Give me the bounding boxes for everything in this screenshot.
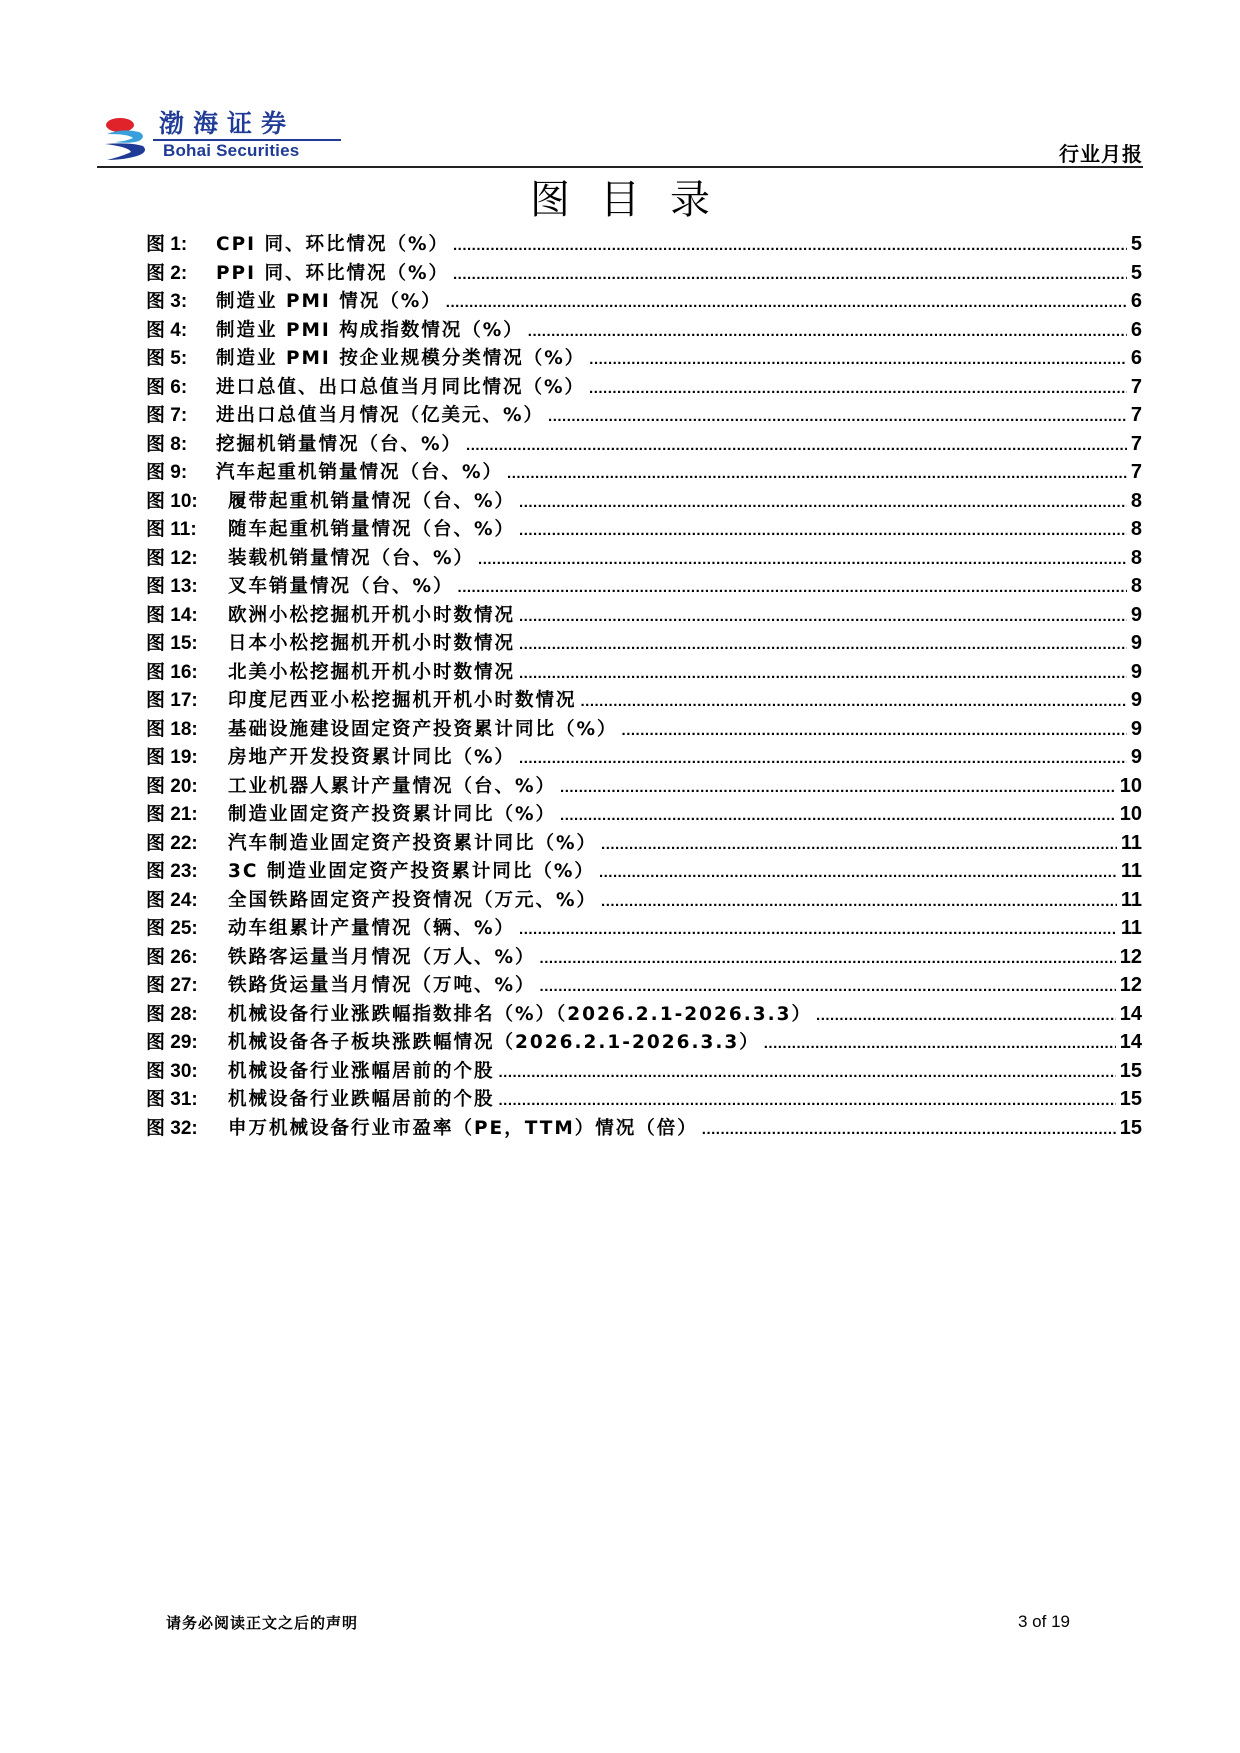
toc-entry-page[interactable]: 8 <box>1130 546 1142 569</box>
toc-dot-leader <box>519 603 1127 632</box>
toc-entry[interactable] <box>146 658 1142 687</box>
toc-entry-label: 图 24: <box>146 889 198 911</box>
toc-entry-label: 图 13: <box>146 576 198 597</box>
toc-dot-leader <box>499 1087 1116 1116</box>
toc-entry-title[interactable]: 铁路客运量当月情况（万人、%） <box>228 946 536 968</box>
toc-dot-leader <box>519 745 1127 774</box>
toc-entry-title[interactable]: 机械设备各子板块涨跌幅情况（2026.2.1-2026.3.3） <box>228 1032 760 1053</box>
toc-entry-title[interactable]: 全国铁路固定资产投资情况（万元、%） <box>228 889 598 911</box>
toc-entry[interactable] <box>146 601 1142 630</box>
toc-entry[interactable] <box>146 230 1142 259</box>
toc-entry-label: 图 22: <box>146 832 198 854</box>
toc-entry-page[interactable]: 8 <box>1130 518 1142 540</box>
toc-entry-title[interactable]: 日本小松挖掘机开机小时数情况 <box>228 633 516 654</box>
toc-entry[interactable] <box>146 914 1142 943</box>
toc-entry[interactable] <box>146 1057 1142 1086</box>
toc-entry-label: 图 32: <box>146 1117 198 1139</box>
toc-entry-title[interactable]: 印度尼西亚小松挖掘机开机小时数情况 <box>228 690 577 711</box>
toc-entry-page[interactable]: 7 <box>1130 461 1142 483</box>
toc-entry-label: 图 28: <box>146 1003 198 1025</box>
toc-dot-leader <box>540 973 1116 1002</box>
toc-dot-leader <box>599 859 1117 888</box>
toc-dot-leader <box>702 1116 1116 1145</box>
toc-entry-title[interactable]: 申万机械设备行业市盈率（PE，TTM）情况（倍） <box>228 1117 698 1139</box>
toc-dot-leader <box>548 403 1127 432</box>
toc-dot-leader <box>519 631 1127 660</box>
toc-entry[interactable] <box>146 971 1142 1000</box>
toc-entry-page[interactable]: 7 <box>1130 432 1142 455</box>
toc-entry-title[interactable]: 装载机销量情况（台、%） <box>228 547 475 569</box>
toc-entry-title[interactable]: 3C 制造业固定资产投资累计同比（%） <box>228 861 595 882</box>
toc-dot-leader <box>560 802 1116 831</box>
toc-entry-label: 图 31: <box>146 1089 198 1110</box>
toc-dot-leader <box>764 1030 1116 1059</box>
toc-entry-label: 图 20: <box>146 775 198 797</box>
toc-dot-leader <box>453 261 1127 290</box>
toc-entry-page[interactable]: 15 <box>1119 1116 1142 1139</box>
toc-dot-leader <box>507 460 1127 489</box>
toc-entry[interactable] <box>146 886 1142 915</box>
page-footer <box>166 1612 1082 1638</box>
toc-entry-title[interactable]: 工业机器人累计产量情况（台、%） <box>228 775 557 797</box>
toc-entry-title[interactable]: 叉车销量情况（台、%） <box>228 576 454 597</box>
toc-dot-leader <box>458 574 1127 603</box>
bohai-securities-logo <box>97 108 337 164</box>
toc-entry-page[interactable]: 9 <box>1130 746 1142 768</box>
toc-entry-title[interactable]: 动车组累计产量情况（辆、%） <box>228 918 516 939</box>
toc-entry[interactable] <box>146 401 1142 430</box>
toc-entry[interactable] <box>146 259 1142 288</box>
toc-dot-leader <box>499 1059 1116 1088</box>
toc-entry-page[interactable]: 11 <box>1120 917 1142 939</box>
toc-entry-title[interactable]: 制造业 PMI 构成指数情况（%） <box>216 319 524 341</box>
toc-entry-label: 图 6: <box>146 376 188 398</box>
toc-dot-leader <box>560 774 1116 803</box>
toc-entry-label: 图 16: <box>146 661 198 683</box>
toc-entry-label: 图 26: <box>146 946 198 968</box>
toc-entry-label: 图 25: <box>146 918 198 939</box>
toc-entry-page[interactable]: 6 <box>1130 318 1142 341</box>
toc-entry-title[interactable]: 北美小松挖掘机开机小时数情况 <box>228 661 516 683</box>
toc-entry-title[interactable]: 制造业固定资产投资累计同比（%） <box>228 804 557 825</box>
toc-entry-label: 图 21: <box>146 804 198 825</box>
toc-dot-leader <box>519 916 1117 945</box>
toc-entry-label: 图 2: <box>146 262 188 284</box>
toc-entry[interactable] <box>146 544 1142 573</box>
toc-dot-leader <box>478 546 1127 575</box>
header-divider <box>97 166 1143 168</box>
toc-entry-title[interactable]: 欧洲小松挖掘机开机小时数情况 <box>228 604 516 626</box>
toc-entry-page[interactable]: 10 <box>1119 803 1142 825</box>
page-number: 3 of 19 <box>1018 1612 1070 1631</box>
toc-entry-title[interactable]: 制造业 PMI 按企业规模分类情况（%） <box>216 348 586 369</box>
toc-entry[interactable] <box>146 829 1142 858</box>
toc-entry-label: 图 27: <box>146 975 198 996</box>
toc-entry[interactable] <box>146 458 1142 487</box>
logo-chinese-name: 渤海证券 <box>159 109 296 138</box>
toc-entry-page[interactable]: 8 <box>1130 575 1142 597</box>
toc-entry-label: 图 30: <box>146 1060 198 1082</box>
toc-entry[interactable] <box>146 857 1142 886</box>
toc-entry-title[interactable]: 机械设备行业涨跌幅指数排名（%）（2026.2.1-2026.3.3） <box>228 1003 813 1025</box>
toc-entry[interactable] <box>146 487 1142 516</box>
toc-dot-leader <box>519 489 1127 518</box>
toc-entry-page[interactable]: 8 <box>1130 489 1142 512</box>
toc-entry-page[interactable]: 11 <box>1120 888 1142 911</box>
toc-entry-title[interactable]: 进口总值、出口总值当月同比情况（%） <box>216 376 586 398</box>
toc-entry-title[interactable]: CPI 同、环比情况（%） <box>216 234 449 255</box>
toc-dot-leader <box>540 945 1116 974</box>
toc-entry-page[interactable]: 7 <box>1130 375 1142 398</box>
toc-entry[interactable] <box>146 316 1142 345</box>
figure-table-of-contents <box>146 230 1142 1142</box>
toc-entry-title[interactable]: 随车起重机销量情况（台、%） <box>228 519 516 540</box>
toc-dot-leader <box>816 1002 1116 1031</box>
toc-entry-page[interactable]: 10 <box>1119 774 1142 797</box>
toc-dot-leader <box>589 375 1127 404</box>
toc-dot-leader <box>589 346 1127 375</box>
logo-english-name: Bohai Securities <box>163 141 300 160</box>
toc-entry-page[interactable]: 15 <box>1119 1059 1142 1082</box>
toc-entry[interactable] <box>146 572 1142 601</box>
toc-entry-label: 图 5: <box>146 348 188 369</box>
toc-entry-label: 图 18: <box>146 718 198 740</box>
toc-dot-leader <box>519 660 1127 689</box>
toc-entry-label: 图 11: <box>146 519 197 540</box>
toc-entry-label: 图 3: <box>146 291 188 312</box>
toc-entry-label: 图 19: <box>146 747 198 768</box>
toc-entry-page[interactable]: 9 <box>1130 603 1142 626</box>
toc-entry-label: 图 15: <box>146 633 198 654</box>
toc-entry[interactable] <box>146 1085 1142 1114</box>
toc-entry[interactable] <box>146 772 1142 801</box>
toc-entry[interactable] <box>146 1028 1142 1057</box>
toc-entry-page[interactable]: 6 <box>1130 290 1142 312</box>
toc-dot-leader <box>519 517 1127 546</box>
toc-entry-label: 图 4: <box>146 319 188 341</box>
toc-entry-page[interactable]: 12 <box>1119 974 1142 996</box>
toc-entry-title[interactable]: 基础设施建设固定资产投资累计同比（%） <box>228 718 618 740</box>
toc-entry-title[interactable]: 汽车起重机销量情况（台、%） <box>216 462 504 483</box>
toc-entry[interactable] <box>146 629 1142 658</box>
toc-entry-label: 图 29: <box>146 1032 198 1053</box>
toc-entry[interactable] <box>146 430 1142 459</box>
toc-entry-label: 图 17: <box>146 690 198 711</box>
toc-entry-label: 图 14: <box>146 604 198 626</box>
toc-dot-leader <box>622 717 1127 746</box>
footer-disclaimer: 请务必阅读正文之后的声明 <box>166 1614 359 1632</box>
toc-entry-page[interactable]: 9 <box>1130 689 1142 711</box>
toc-entry-title[interactable]: 机械设备行业跌幅居前的个股 <box>228 1089 495 1110</box>
toc-entry-label: 图 10: <box>146 490 198 512</box>
toc-entry-label: 图 8: <box>146 433 188 455</box>
toc-title: 图目录 <box>530 177 740 223</box>
toc-entry-page[interactable]: 7 <box>1130 404 1142 426</box>
toc-entry-page[interactable]: 14 <box>1119 1002 1142 1025</box>
toc-entry-page[interactable]: 11 <box>1120 860 1142 882</box>
toc-entry[interactable] <box>146 287 1142 316</box>
toc-entry-title[interactable]: 机械设备行业涨幅居前的个股 <box>228 1060 495 1082</box>
toc-dot-leader <box>466 432 1127 461</box>
toc-entry-page[interactable]: 11 <box>1120 831 1142 854</box>
toc-entry-label: 图 9: <box>146 462 188 483</box>
toc-entry-page[interactable]: 5 <box>1130 233 1142 255</box>
toc-entry[interactable] <box>146 515 1142 544</box>
toc-dot-leader <box>581 688 1127 717</box>
toc-entry[interactable] <box>146 715 1142 744</box>
toc-entry[interactable] <box>146 743 1142 772</box>
toc-entry-title[interactable]: 铁路货运量当月情况（万吨、%） <box>228 975 536 996</box>
toc-entry-label: 图 12: <box>146 547 198 569</box>
toc-dot-leader <box>601 831 1117 860</box>
toc-entry-page[interactable]: 6 <box>1130 347 1142 369</box>
toc-entry[interactable] <box>146 344 1142 373</box>
page-header <box>97 108 1143 168</box>
toc-dot-leader <box>528 318 1127 347</box>
toc-entry-title[interactable]: 汽车制造业固定资产投资累计同比（%） <box>228 832 598 854</box>
toc-dot-leader <box>601 888 1117 917</box>
toc-dot-leader <box>446 289 1127 318</box>
toc-entry-title[interactable]: 进出口总值当月情况（亿美元、%） <box>216 405 545 426</box>
toc-entry-label: 图 7: <box>146 405 188 426</box>
toc-entry-page[interactable]: 14 <box>1119 1031 1142 1053</box>
toc-entry-page[interactable]: 9 <box>1130 717 1142 740</box>
toc-entry[interactable] <box>146 1000 1142 1029</box>
toc-entry-page[interactable]: 5 <box>1130 261 1142 284</box>
toc-entry[interactable] <box>146 800 1142 829</box>
toc-entry-page[interactable]: 12 <box>1119 945 1142 968</box>
toc-dot-leader <box>453 232 1127 261</box>
toc-entry-page[interactable]: 9 <box>1130 660 1142 683</box>
toc-entry-title[interactable]: PPI 同、环比情况（%） <box>216 262 449 284</box>
toc-entry[interactable] <box>146 943 1142 972</box>
toc-entry-title[interactable]: 挖掘机销量情况（台、%） <box>216 433 463 455</box>
report-type-label: 行业月报 <box>1059 142 1143 166</box>
toc-entry-page[interactable]: 9 <box>1130 632 1142 654</box>
toc-entry[interactable] <box>146 1114 1142 1143</box>
toc-entry-title[interactable]: 房地产开发投资累计同比（%） <box>228 747 516 768</box>
toc-entry[interactable] <box>146 373 1142 402</box>
toc-entry-title[interactable]: 履带起重机销量情况（台、%） <box>228 490 516 512</box>
toc-entry-title[interactable]: 制造业 PMI 情况（%） <box>216 291 442 312</box>
toc-entry-page[interactable]: 15 <box>1119 1088 1142 1110</box>
bohai-logo-mark-icon <box>103 114 149 160</box>
toc-entry-label: 图 23: <box>146 861 198 882</box>
toc-entry[interactable] <box>146 686 1142 715</box>
toc-entry-label: 图 1: <box>146 234 188 255</box>
